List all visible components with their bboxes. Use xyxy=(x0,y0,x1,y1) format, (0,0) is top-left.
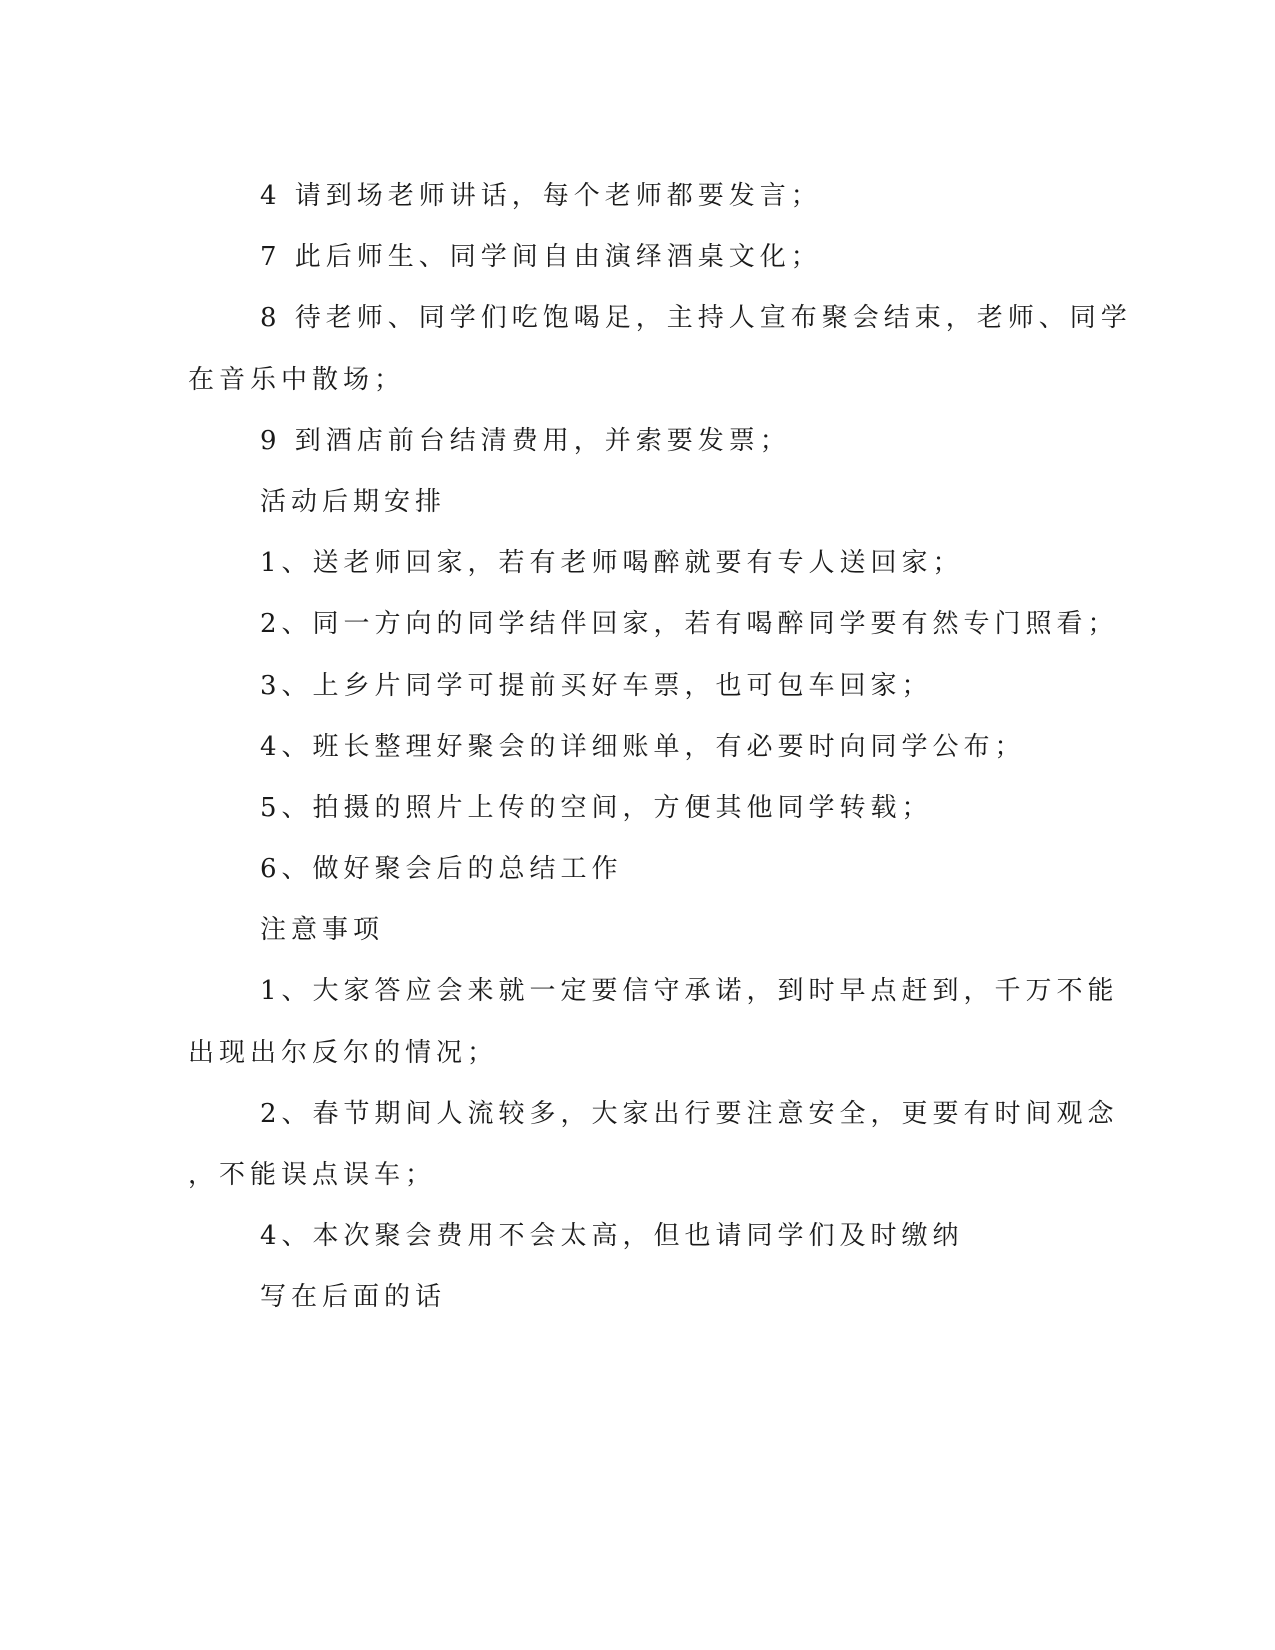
text-line: 7 此后师生、同学间自由演绎酒桌文化； xyxy=(260,242,822,273)
text-line: 在音乐中散场； xyxy=(188,364,406,395)
list-item: 2、同一方向的同学结伴回家，若有喝醉同学要有然专门照看； xyxy=(260,609,1119,640)
list-item: 2、春节期间人流较多，大家出行要注意安全，更要有时间观念 xyxy=(260,1098,1119,1129)
list-item: 4、班长整理好聚会的详细账单，有必要时向同学公布； xyxy=(260,731,1026,762)
text-line: 出现出尔反尔的情况； xyxy=(188,1037,499,1068)
list-item: 5、拍摄的照片上传的空间，方便其他同学转载； xyxy=(260,792,933,823)
list-item: 3、上乡片同学可提前买好车票，也可包车回家； xyxy=(260,670,933,701)
list-item: 6、做好聚会后的总结工作 xyxy=(260,854,623,885)
section-heading: 活动后期安排 xyxy=(260,486,447,517)
list-item: 1、送老师回家，若有老师喝醉就要有专人送回家； xyxy=(260,548,964,579)
list-item: 4、本次聚会费用不会太高，但也请同学们及时缴纳 xyxy=(260,1221,964,1252)
text-line: 4 请到场老师讲话，每个老师都要发言； xyxy=(260,181,822,211)
section-heading: 写在后面的话 xyxy=(260,1282,447,1313)
text-line: 8 待老师、同学们吃饱喝足，主持人宣布聚会结束，老师、同学 xyxy=(260,303,1132,334)
text-line: 9 到酒店前台结清费用，并索要发票； xyxy=(260,425,791,456)
document-body xyxy=(188,166,1132,1329)
text-line: ，不能误点误车； xyxy=(188,1160,437,1190)
list-item: 1、大家答应会来就一定要信守承诺，到时早点赶到，千万不能 xyxy=(260,976,1119,1007)
section-heading: 注意事项 xyxy=(260,915,385,946)
